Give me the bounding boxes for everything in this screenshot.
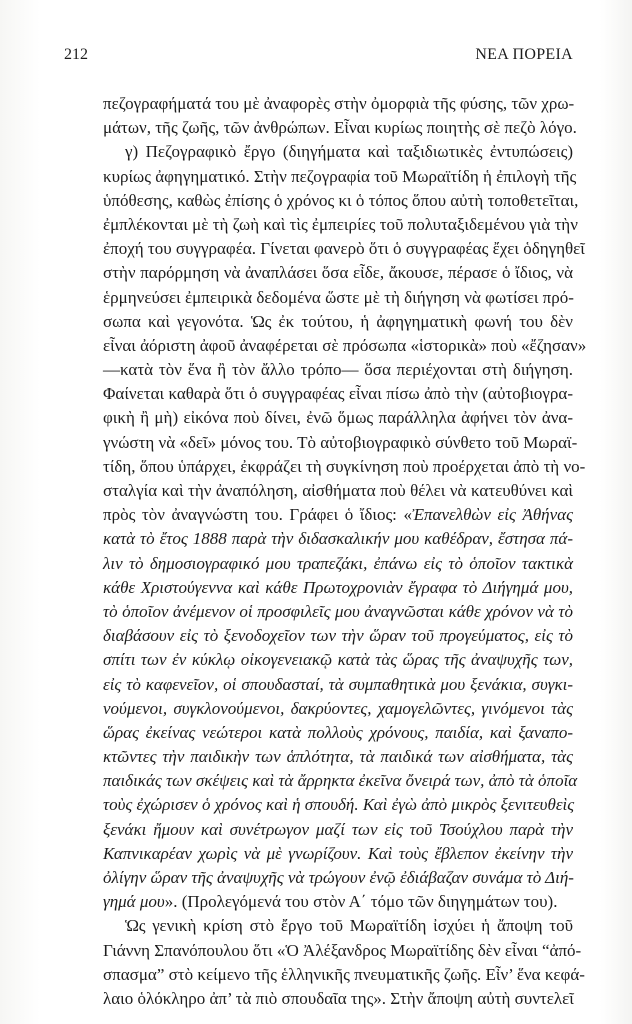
quoted-italic-text: ὀλίγην ὥραν τῆς ἀναψυχῆς νὰ τρώγουν ἐνῷ ἐδιάβαζαν συνάμα τὸ Διή- [103,868,574,887]
text-line [103,286,573,310]
quoted-italic-text: νούμενοι, συγκλονούμενοι, δακρύοντες, χαμογελῶντες, γινόμενοι τὰς [103,698,573,718]
text-line [103,914,573,938]
text-line [103,406,573,430]
text-line [103,769,578,793]
text-line [103,479,573,503]
quoted-italic-text: Καπνικαρέαν χωρὶς νὰ μὲ γνωρίζουν. Καὶ τοὺς ἔβλεπον ἐκείνην τὴν [103,843,573,863]
line-text: Φαίνεται καθαρὰ ὅτι ὁ συγγραφέας εἶναι πίσω ἀπὸ τὴν (αὐτοβιογρα- [103,384,573,404]
line-text: Ὡς γενικὴ κρίση στὸ ἔργο τοῦ Μωραϊτίδη ἰσχύει ἡ ἄποψη τοῦ [125,916,573,936]
text-line [103,818,573,842]
page-number: 212 [64,46,88,63]
text-line [103,793,573,817]
text-line [103,721,573,745]
quoted-italic-text: σπίτι των ἐν κύκλῳ οἰκογενειακῷ κατὰ τὰς ὥρας τῆς ἀναψυχῆς των, [103,650,573,670]
text-line [103,116,577,140]
quoted-italic-text: παιδικάς των σκέψεις καὶ τὰ ἄρρηκτα ἐκεῖνα ὄνειρά των, ἀπὸ τὰ ὁποῖα [103,771,578,791]
quoted-italic-text: κάθε Χριστούγεννα καὶ κάθε Πρωτοχρονιὰν ἔγραφα τὸ Διήγημά μου, [103,577,573,597]
quoted-italic-text: τὸ ὁποῖον ἀνέμενον οἱ προσφιλεῖς μου ἀναγνῶσται κάθε χρόνον νὰ τὸ [103,601,573,621]
text-line [103,237,585,261]
line-text: κυρίως ἀφηγηματικό. Στὴν πεζογραφία τοῦ Μωραϊτίδη ἡ ἐπιλογὴ τῆς [103,166,577,186]
text-line [103,866,573,890]
text-line [103,310,573,334]
text-line [103,939,582,963]
quoted-italic-text: κατὰ τὸ ἔτος 1888 παρὰ τὴν διδασκαλικήν μου καθέδραν, ἔστησα πά- [103,529,573,549]
text-line [103,165,577,189]
line-text: φικὴ ἢ μὴ) εἰκόνα ποὺ δίνει, ἐνῶ ὅμως παράλληλα ἀφήνει τὸν ἀνα- [103,408,573,428]
line-text: ὑπόθεσης, καθὼς ἐπίσης ὁ χρόνος κι ὁ τόπος ὅπου αὐτὴ τοποθετεῖται, [103,190,579,210]
text-line [103,213,578,237]
text-line [103,648,573,672]
line-text: τίδη, ὅπου ὑπάρχει, ἐκφράζει τὴ συγκίνηση ποὺ προέρχεται ἀπὸ τὴ νο- [103,456,586,476]
text-line [103,963,585,987]
line-text: λαιο ὁλόκληρο ἀπ’ τὰ πιὸ σπουδαῖα της». Στὴν ἄποψη αὐτὴ συντελεῖ [103,988,574,1008]
line-text: σπασμα” στὸ κείμενο τῆς ἑλληνικῆς πνευματικῆς ζωῆς. Εἶν’ ἕνα κεφά- [103,964,585,984]
line-text: ἐποχή του συγγραφέα. Γίνεται φανερὸ ὅτι ὁ συγγραφέας ἔχει ὁδηγηθεῖ [103,239,585,259]
text-line [103,697,573,721]
quoted-italic-text: ὥρας ἐκείνας νεώτεροι κατὰ πολλοὺς χρόνους, παιδία, καὶ ξαναπο- [103,722,573,742]
text-line [103,261,573,285]
text-line [103,745,573,769]
quoted-italic-text: εἰς τὸ καφενεῖον, οἱ σπουδασταί, τὰ συμπαθητικὰ μου ξενάκια, συγκι- [103,674,573,694]
quoted-italic-text: ξενάκι ἤμουν καὶ συνέτρωγον μαζί των εἰς τοῦ Τσούχλου παρὰ τὴν [103,819,573,839]
text-line [103,842,573,866]
quoted-italic-text: Ἐπανελθὼν εἰς Ἀθήνας [411,505,573,525]
text-line [103,576,573,600]
line-text: ἑρμηνεύσει ἐμπειρικὰ δεδομένα ὥστε μὲ τὴ διήγηση νὰ φωτίσει πρό- [103,287,574,307]
quoted-italic-text: διαβάσουν εἰς τὸ ξενοδοχεῖον των τὴν ὥραν τοῦ προγεύματος, εἰς τὸ [103,626,573,646]
line-text: στὴν παρόρμηση νὰ ἀναπλάσει ὅσα εἶδε, ἄκουσε, πέρασε ὁ ἴδιος, νὰ [103,263,573,283]
text-line [103,673,573,697]
line-text: εἶναι ἀόριστη ἀφοῦ ἀναφέρεται σὲ πρόσωπα «ἱστορικὰ» ποὺ «ἔζησαν» [103,335,587,355]
quoted-italic-text: κτῶντες τὴν παιδικὴν των ἁπλότητα, τὰ παιδικά των αἰσθήματα, τὰς [103,747,573,767]
text-line [103,92,573,116]
running-title: ΝΕΑ ΠΟΡΕΙΑ [475,46,573,63]
text-line [103,189,579,213]
body-text [103,92,587,1011]
text-line [103,455,586,479]
line-text: ἐμπλέκονται μὲ τὴ ζωὴ καὶ τὶς ἐμπειρίες τοῦ πολυταξιδεμένου γιὰ τὴν [103,214,578,234]
text-line [103,140,573,164]
text-line [103,431,578,455]
line-text: ». (Προλεγόμενά του στὸν Α΄ τόμο τῶν διηγημάτων του). [164,892,558,912]
line-text: μάτων, τῆς ζωῆς, τῶν ἀνθρώπων. Εἶναι κυρίως ποιητὴς σὲ πεζὸ λόγο. [103,118,577,138]
quoted-italic-text: τοὺς ἐχώρισεν ὁ χρόνος καὶ ἡ σπουδή. Καὶ ἐγὼ ἀπὸ μικρὸς ξενιτευθεὶς [103,795,575,815]
text-line [103,358,573,382]
page-header [64,46,573,68]
text-line [103,987,573,1011]
line-text: —κατὰ τὸν ἕνα ἢ τὸν ἄλλο τρόπο— ὅσα περιέχονται στὴ διήγηση. [103,360,573,380]
line-text: γ) Πεζογραφικὸ ἔργο (διηγήματα καὶ ταξιδιωτικὲς ἐντυπώσεις) [125,142,573,162]
text-line [103,552,573,576]
line-text: πρὸς τὸν ἀναγνώστη του. Γράφει ὁ ἴδιος: « [103,505,412,525]
text-line [103,890,573,914]
line-text: γνώστη νὰ «δεῖ» μόνος του. Τὸ αὐτοβιογραφικὸ σύνθετο τοῦ Μωραϊ- [103,432,578,452]
text-line [103,600,573,624]
line-text: σωπα καὶ γεγονότα. Ὡς ἐκ τούτου, ἡ ἀφηγηματικὴ φωνή του δὲν [103,311,573,331]
line-text: πεζογραφήματά του μὲ ἀναφορὲς στὴν ὀμορφιὰ τῆς φύσης, τῶν χρω- [103,94,575,113]
text-line [103,624,573,648]
text-line [103,527,573,551]
line-text: Γιάννη Σπανόπουλου ὅτι «Ὁ Ἀλέξανδρος Μωραϊτίδης δὲν εἶναι “ἀπό- [103,940,582,960]
quoted-italic-text: λιν τὸ δημοσιογραφικό μου τραπεζάκι, ἐπάνω εἰς τὸ ὁποῖον τακτικὰ [103,553,573,573]
text-line [103,503,573,527]
text-line [103,382,573,406]
line-text: σταλγία καὶ τὴν ἀναπόληση, αἰσθήματα ποὺ θέλει νὰ κατευθύνει καὶ [103,481,573,500]
text-line [103,334,587,358]
quoted-italic-text: γημά μου [103,892,165,912]
